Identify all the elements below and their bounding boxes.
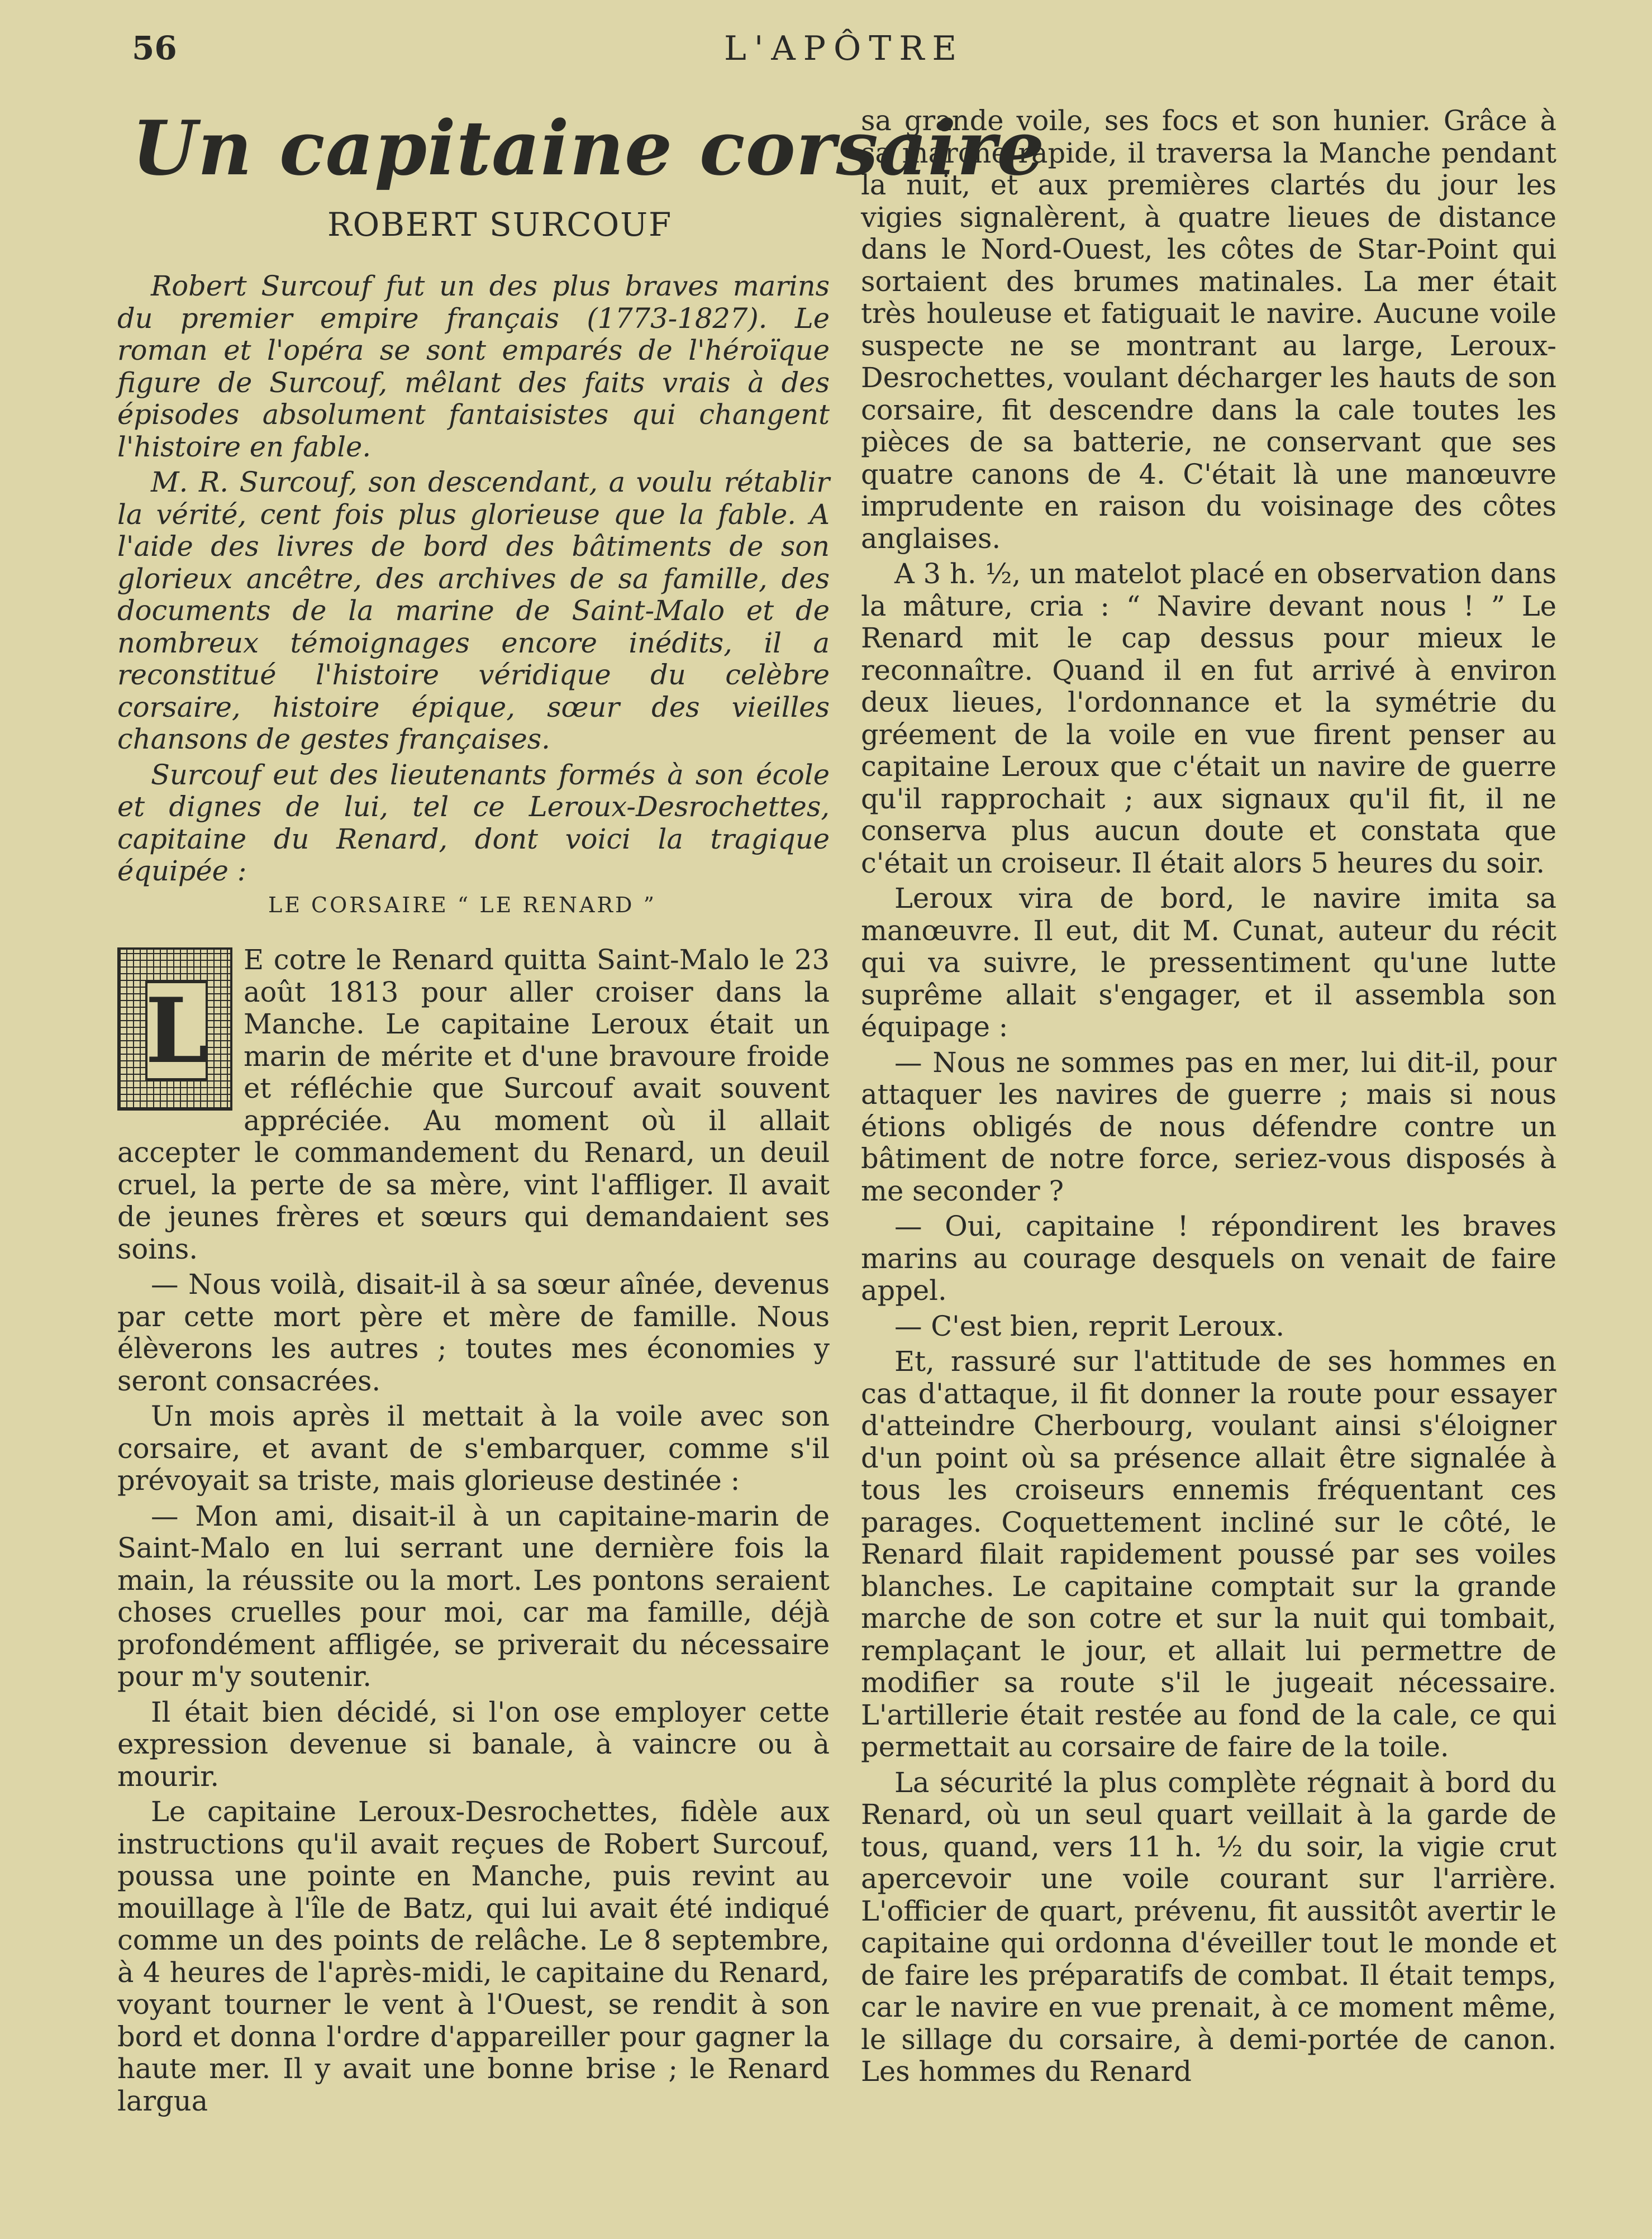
body-paragraph: — Oui, capitaine ! répondirent les braves marins au courage desquels on venait de faire appel. bbox=[861, 1210, 1556, 1307]
body-paragraph: La sécurité la plus complète régnait à bord du Renard, où un seul quart veillait à la garde de tous, quand, vers 11 h. ½ du soir, la vigie crut apercevoir une voile courant sur l'arrière. L'officier de quart, prévenu, fit aussitôt avertir le capitaine qui ordonna d'éveiller tout le monde et de faire les préparatifs de combat. Il était temps, car le navire en vue prenait, à ce moment même, le sillage du corsaire, à demi-portée de canon. Les hommes du Renard bbox=[861, 1766, 1556, 2088]
left-column bbox=[117, 944, 830, 2117]
intro-paragraph: Robert Surcouf fut un des plus braves marins du premier empire français (1773-1827). Le roman et l'opéra se sont emparés de l'héroïque figure de Surcouf, mêlant des faits vrais à des épisodes absolument fantaisistes qui changent l'histoire en fable. bbox=[117, 270, 830, 463]
body-paragraph: Leroux vira de bord, le navire imita sa manœuvre. Il eut, dit M. Cunat, auteur du récit qui va suivre, le pressentiment qu'une lutte suprême allait s'engager, et il assembla son équipage : bbox=[861, 882, 1556, 1043]
intro-paragraph: M. R. Surcouf, son descendant, a voulu rétablir la vérité, cent fois plus glorieuse que la fable. A l'aide des livres de bord des bâtiments de son glorieux ancêtre, des archives de sa famille, des documents de la marine de Saint-Malo et de nombreux témoignages encore inédits, il a reconstitué l'histoire véridique du celèbre corsaire, histoire épique, sœur des vieilles chansons de gestes françaises. bbox=[117, 466, 830, 755]
body-paragraph: sa grande voile, ses focs et son hunier. Grâce à sa marche rapide, il traversa la Manche pendant la nuit, et aux premières clartés du jour les vigies signalèrent, à quatre lieues de distance dans le Nord-Ouest, les côtes de Star-Point qui sortaient des brumes matinales. La mer était très houleuse et fatiguait le navire. Aucune voile suspecte ne se montrant au large, Leroux-Desrochettes, voulant décharger les hauts de son corsaire, fit descendre dans la cale toutes les pièces de sa batterie, ne conservant que ses quatre canons de 4. C'était là une manœuvre imprudente en raison du voisinage des côtes anglaises. bbox=[861, 104, 1556, 555]
body-paragraph: — Nous voilà, disait-il à sa sœur aînée, devenus par cette mort père et mère de famille. Nous élèverons les autres ; toutes mes économies y seront consacrées. bbox=[117, 1268, 830, 1397]
article-title: Un capitaine corsaire bbox=[132, 104, 1045, 192]
body-paragraph: Un mois après il mettait à la voile avec son corsaire, et avant de s'embarquer, comme s'il prévoyait sa triste, mais glorieuse destinée : bbox=[117, 1400, 830, 1497]
running-head: L'APÔTRE bbox=[724, 29, 965, 68]
body-paragraph: — Nous ne sommes pas en mer, lui dit-il, pour attaquer les navires de guerre ; mais si nous étions obligés de nous défendre contre un bâtiment de notre force, seriez-vous disposés à me seconder ? bbox=[861, 1046, 1556, 1207]
intro-block bbox=[117, 270, 830, 888]
intro-paragraph: Surcouf eut des lieutenants formés à son école et dignes de lui, tel ce Leroux-Desrochettes, capitaine du Renard, dont voici la tragique équipée : bbox=[117, 758, 830, 887]
body-paragraph: A 3 h. ½, un matelot placé en observation dans la mâture, cria : “ Navire devant nous ! ” Le Renard mit le cap dessus pour mieux le reconnaître. Quand il en fut arrivé à environ deux lieues, l'ordonnance et la symétrie du gréement de la voile en vue firent penser au capitaine Leroux que c'était un navire de guerre qu'il rapprochait ; aux signaux qu'il fit, il ne conserva plus aucun doute et constata que c'était un croiseur. Il était alors 5 heures du soir. bbox=[861, 558, 1556, 879]
right-column bbox=[861, 105, 1556, 2088]
drop-cap-ornament bbox=[117, 947, 232, 1111]
body-paragraph: — C'est bien, reprit Leroux. bbox=[894, 1309, 1285, 1342]
body-paragraph: Et, rassuré sur l'attitude de ses hommes en cas d'attaque, il fit donner la route pour essayer d'atteindre Cherbourg, voulant ainsi s'éloigner d'un point où sa présence allait être signalée à tous les croiseurs ennemis fréquentant ces parages. Coquettement incliné sur le côté, le Renard filait rapidement poussé par ses voiles blanches. Le capitaine comptait sur la grande marche de son cotre et sur la nuit qui tombait, remplaçant le jour, et allait lui permettre de modifier sa route s'il le jugeait nécessaire. L'artillerie était restée au fond de la cale, ce qui permettait au corsaire de faire de la toile. bbox=[861, 1345, 1556, 1763]
body-paragraph: Il était bien décidé, si l'on ose employer cette expression devenue si banale, à vaincre ou à mourir. bbox=[117, 1695, 830, 1793]
drop-cap-letter: L bbox=[145, 978, 208, 1083]
first-paragraph: E cotre le Renard quitta Saint-Malo le 23 août 1813 pour aller croiser dans la Manche. Le capitaine Leroux était un marin de mérite et d'une bravoure froide et réfléchie que Surcouf avait souvent appréciée. Au moment où il allait accepter le commandement du Renard, un deuil cruel, la perte de sa mère, vint l'affliger. Il avait de jeunes frères et sœurs qui demandaient ses soins. bbox=[117, 944, 830, 1265]
body-paragraph: — Mon ami, disait-il à un capitaine-marin de Saint-Malo en lui serrant une dernière fois la main, la réussite ou la mort. Les pontons seraient choses cruelles pour moi, car ma famille, déjà profondément affligée, se priverait du nécessaire pour m'y soutenir. bbox=[117, 1499, 830, 1693]
article-subtitle: ROBERT SURCOUF bbox=[327, 206, 673, 244]
body-paragraph: Le capitaine Leroux-Desrochettes, fidèle aux instructions qu'il avait reçues de Robert Surcouf, poussa une pointe en Manche, puis revint au mouillage à l'île de Batz, qui lui avait été indiqué comme un des points de relâche. Le 8 septembre, à 4 heures de l'après-midi, le capitaine du Renard, voyant tourner le vent à l'Ouest, se rendit à son bord et donna l'ordre d'appareiller pour gagner la haute mer. Il y avait une bonne brise ; le Renard largua bbox=[117, 1795, 830, 2117]
section-title: LE CORSAIRE “ LE RENARD ” bbox=[268, 893, 656, 917]
page-number: 56 bbox=[132, 29, 177, 67]
